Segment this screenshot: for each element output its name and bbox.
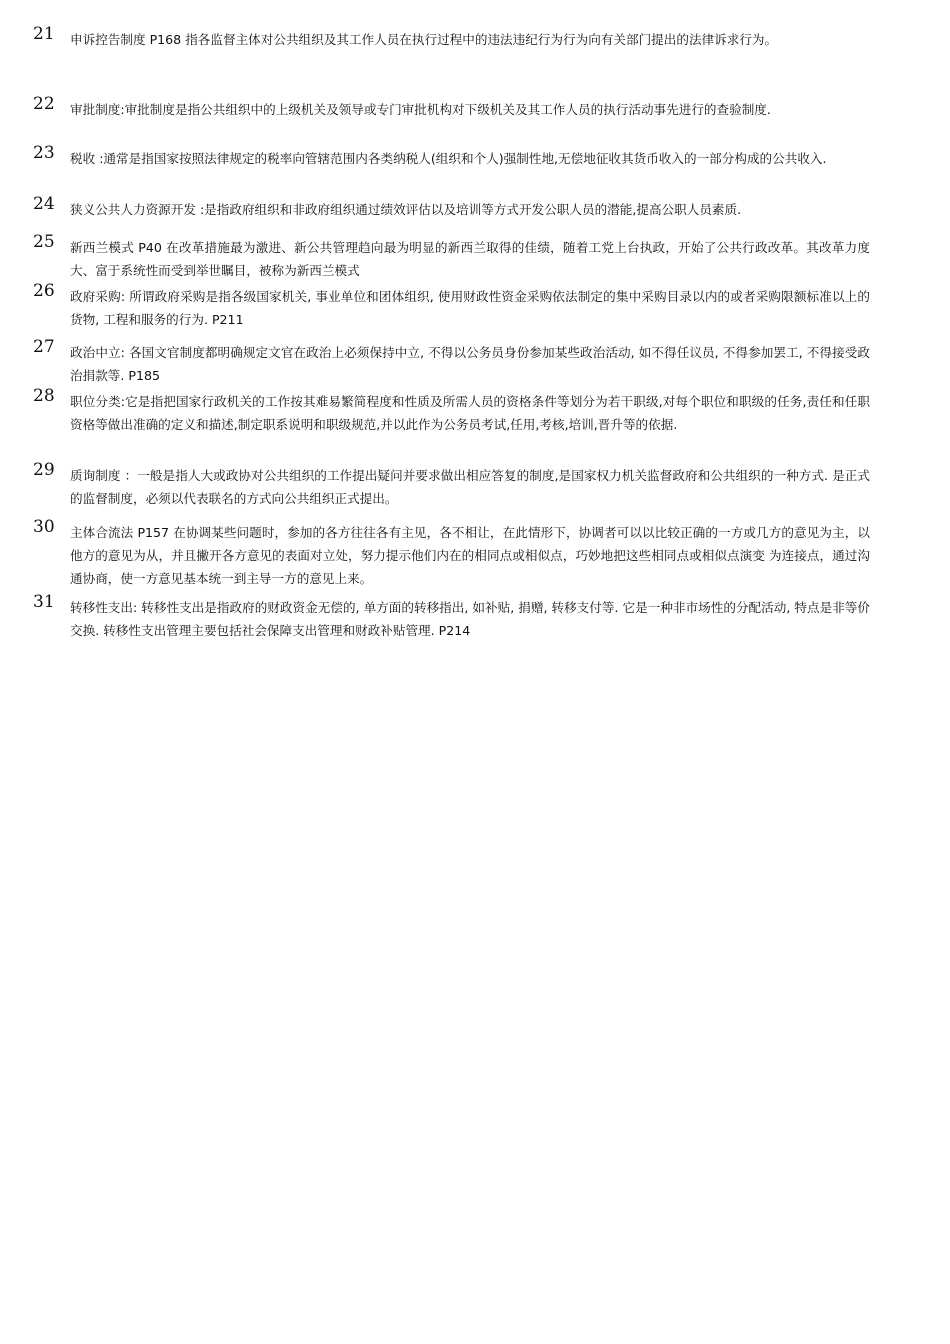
entry-text: 税收 :通常是指国家按照法律规定的税率向管辖范围内各类纳税人(组织和个人)强制性地,无偿地征收其货币收入的一部分构成的公共收入.: [70, 151, 827, 166]
entry-text: 政治中立: 各国文官制度都明确规定文官在政治上必须保持中立, 不得以公务员身份参加某些政治活动, 如不得任议员, 不得参加罢工, 不得接受政治捐款等. P185: [70, 345, 870, 383]
entry-text: 新西兰模式 P40 在改革措施最为激进、新公共管理趋向最为明显的新西兰取得的佳绩，随着工党上台执政，开始了公共行政改革。其改革力度大、富于系统性而受到举世瞩目，被称为新西兰模式: [70, 240, 870, 278]
entry-number: 23: [33, 143, 55, 163]
entry-number: 27: [33, 337, 55, 357]
entry-number: 31: [33, 592, 55, 612]
entry-text: 狭义公共人力资源开发 :是指政府组织和非政府组织通过绩效评估以及培训等方式开发公职人员的潜能,提高公职人员素质.: [70, 202, 742, 217]
entry-text: 转移性支出: 转移性支出是指政府的财政资金无偿的, 单方面的转移指出, 如补贴, 捐赠, 转移支付等. 它是一种非市场性的分配活动, 特点是非等价交换. 转移性支出管理主要包括社会保障支出管理和财政补贴管理. P214: [70, 600, 870, 638]
entry-text: 申诉控告制度 P168 指各监督主体对公共组织及其工作人员在执行过程中的违法违纪行为行为向有关部门提出的法律诉求行为。: [70, 32, 778, 47]
entry-text: 审批制度:审批制度是指公共组织中的上级机关及领导或专门审批机构对下级机关及其工作人员的执行活动事先进行的查验制度.: [70, 102, 771, 117]
entry-text: 质询制度 ：一般是指人大或政协对公共组织的工作提出疑问并要求做出相应答复的制度,是国家权力机关监督政府和公共组织的一种方式. 是正式的监督制度，必须以代表联名的方式向公共组织正式提出。: [70, 468, 870, 506]
entry-number: 21: [33, 24, 55, 44]
entry-number: 29: [33, 460, 55, 480]
entry-number: 22: [33, 94, 55, 114]
entry-text: 主体合流法 P157 在协调某些问题时，参加的各方往往各有主见，各不相让，在此情形下，协调者可以以比较正确的一方或几方的意见为主，以他方的意见为从，并且撇开各方意见的表面对立处，努力提示他们内在的相同点或相似点，巧妙地把这些相同点或相似点演变 为连接点，通过沟通协商，使一方意见基本统一到主导一方的意见上来。: [70, 525, 870, 586]
entry-number: 25: [33, 232, 55, 252]
entry-text: 政府采购: 所谓政府采购是指各级国家机关, 事业单位和团体组织, 使用财政性资金采购依法制定的集中采购目录以内的或者采购限额标准以上的货物, 工程和服务的行为. P211: [70, 289, 870, 327]
entry-number: 24: [33, 194, 55, 214]
entry-number: 28: [33, 386, 55, 406]
entry-text: 职位分类:它是指把国家行政机关的工作按其难易繁简程度和性质及所需人员的资格条件等划分为若干职级,对每个职位和职级的任务,责任和任职资格等做出准确的定义和描述,制定职系说明和职级规范,并以此作为公务员考试,任用,考核,培训,晋升等的依据.: [70, 394, 870, 432]
entry-number: 26: [33, 281, 55, 301]
entry-number: 30: [33, 517, 55, 537]
